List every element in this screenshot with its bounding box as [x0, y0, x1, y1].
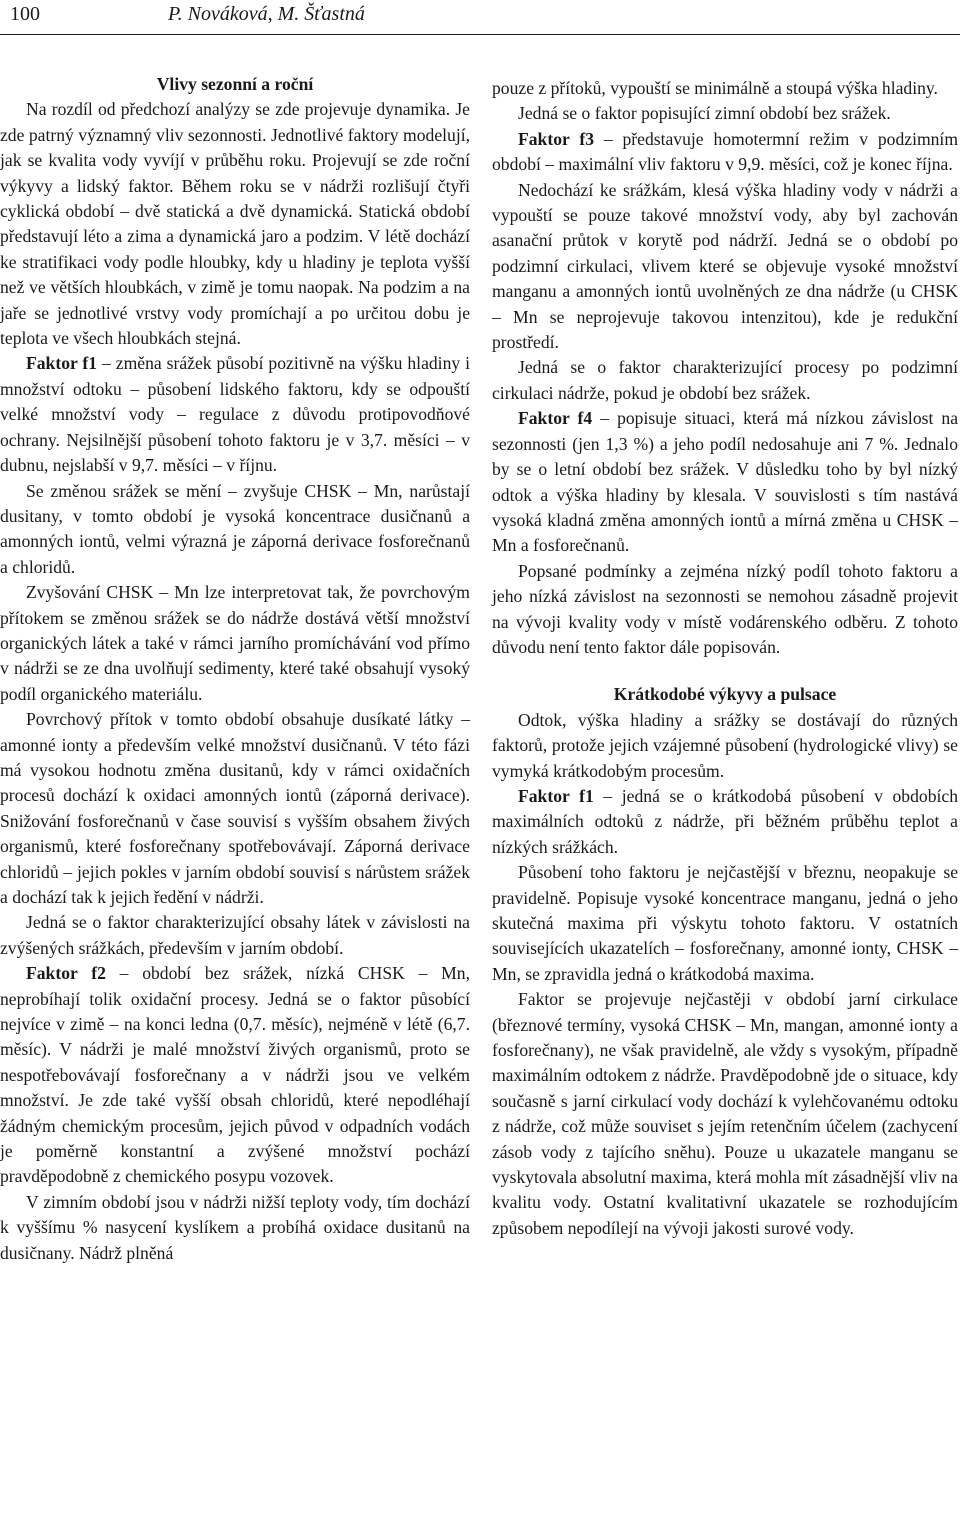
paragraph-text: Se změnou srážek se mění – zvyšuje CHSK – Mn, narůstají dusitany, v tomto období je vysoká koncentrace dusičnanů a amonných iontů, velmi výrazná je záporná derivace fosforečnanů a chloridů.	[0, 480, 470, 577]
right-paragraphs-bottom	[492, 708, 958, 1242]
paragraph-text: – představuje homotermní režim v podzimním období – maximální vliv faktoru v 9,9. měsíci, což je konec října.	[492, 128, 959, 175]
paragraph	[492, 127, 958, 178]
paragraph	[492, 708, 958, 784]
paragraph-text: – jedná se o krátkodobá působení v obdobích maximálních odtoků z nádrže, při běžném průběhu teplot a nízkých srážkách.	[492, 785, 958, 857]
left-column	[0, 72, 470, 1266]
paragraph-text: Jedná se o faktor charakterizující obsahy látek v závislosti na zvýšených srážkách, především v jarním období.	[0, 912, 470, 958]
paragraph	[492, 860, 958, 987]
section-heading: Krátkodobé výkyvy a pulsace	[613, 684, 837, 705]
paragraph	[0, 707, 470, 910]
paragraph	[0, 961, 470, 1190]
page-header	[0, 0, 960, 36]
right-column	[492, 76, 958, 1241]
paragraph-text: Faktor se projevuje nejčastěji v období jarní cirkulace (březnové termíny, vysoká CHSK – Mn, mangan, amonné ionty a fosforečnany), ne však pravidelně, ale vždy s vysokým, případně maximálním odtokem z nádrže. Pravděpodobně jde o situace, kdy současně s jarní cirkulací vody dochází k vylehčovanému odtoku z nádrže, což může souviset s jejím retenčním účelem (zachycení zásob vody z tajícího sněhu). Pouze u ukazatele manganu se vyskytovala absolutní maxima, která mohla mít zásadnější vliv na kvalitu vody. Ostatní kvalitativní ukazatele se rozhodujícím způsobem nepodílejí na vývoji jakosti surové vody.	[492, 989, 958, 1238]
paragraph-text: V zimním období jsou v nádrži nižší teploty vody, tím dochází k vyššímu % nasycení kyslíkem a probíhá oxidace dusitanů na dusičnany. Nádrž plněná	[0, 1191, 470, 1263]
factor-label: Faktor f4	[518, 408, 593, 429]
paragraph	[492, 559, 958, 661]
paragraph-text: – popisuje situaci, která má nízkou závislost na sezonnosti (jen 1,3 %) a jeho podíl nedosahuje ani 7 %. Jednalo by se o letní období bez srážek. V důsledku toho by byl nízký odtok a výška hladiny by klesala. V souvislosti s tím nastává vysoká kladná změna amonných iontů a mírná změna u CHSK – Mn a fosforečnanů.	[492, 408, 958, 556]
paragraph-text: Nedochází ke srážkám, klesá výška hladiny vody v nádrži a vypouští se pouze takové množství vody, aby byl zachován asanační průtok v korytě pod nádrží. Jedná se o období po podzimní cirkulaci, vlivem které se objevuje vysoké množství manganu a amonných iontů uvolněných ze dna nádrže (u CHSK – Mn se neprojevuje takovou intenzitou), kde je redukční prostředí.	[492, 179, 958, 353]
paragraph-text: Zvyšování CHSK – Mn lze interpretovat tak, že povrchovým přítokem se změnou srážek se do nádrže dostává větší množství organických látek a také v rámci jarního promíchávání vod přímo v nádrži se ze dna uvolňují sedimenty, které také obsahují vysoký podíl organického materiálu.	[0, 582, 470, 704]
paragraph	[0, 479, 470, 581]
left-paragraphs	[0, 97, 470, 1266]
paragraph-text: pouze z přítoků, vypouští se minimálně a stoupá výška hladiny.	[492, 78, 938, 98]
paragraph	[492, 76, 958, 101]
paragraph-text: Působení toho faktoru je nejčastější v březnu, neopakuje se pravidelně. Popisuje vysoké koncentrace manganu, jedná o jeho skutečná maxima při výskytu tohoto faktoru. V ostatních souvisejících ukazatelích – fosforečnany, amonné ionty, CHSK – Mn, se zpravidla jedná o krátkodobá maxima.	[492, 862, 958, 984]
paragraph-text: – změna srážek působí pozitivně na výšku hladiny i množství odtoku – působení lidského faktoru, kdy se odpouští velké množství vody – regulace z důvodu protipovodňové ochrany. Nejsilnější působení tohoto faktoru je v 3,7. měsíci – v dubnu, nejslabší v 9,7. měsíci – v říjnu.	[0, 353, 470, 476]
paragraph-text: Odtok, výška hladiny a srážky se dostávají do různých faktorů, protože jejich vzájemné působení (hydrologické vlivy) se vymyká krátkodobým procesům.	[492, 709, 958, 781]
section-heading: Vlivy sezonní a roční	[156, 74, 314, 94]
page-number: 100	[10, 3, 40, 25]
paragraph	[492, 987, 958, 1241]
factor-label: Faktor f1	[26, 353, 98, 374]
paragraph	[492, 784, 958, 860]
header-rule	[0, 34, 960, 35]
paragraph	[492, 101, 958, 126]
paragraph	[0, 97, 470, 351]
paragraph	[492, 355, 958, 406]
paragraph-text: Popsané podmínky a zejména nízký podíl tohoto faktoru a jeho nízká závislost na sezonnosti se nemohou zásadně projevit na vývoji kvality vody v místě vodárenského odběru. Z tohoto důvodu není tento faktor dále popisován.	[492, 560, 958, 657]
paragraph	[492, 406, 958, 558]
paragraph-text: – období bez srážek, nízká CHSK – Mn, neprobíhají tolik oxidační procesy. Jedná se o faktor působící nejvíce v zimě – na konci ledna (0,7. měsíc), nejméně v létě (6,7. měsíc). V nádrži je malé množství živých organismů, proto se nespotřebovávají fosforečnany a v nádrži jsou ve velkém množství. Je zde také vyšší obsah chloridů, které nepodléhají žádným chemickým procesům, jejich původ v odpadních vodách je poměrně konstantní a zvýšené množství pochází pravděpodobně z chemického posypu vozovek.	[0, 963, 470, 1187]
running-head: P. Nováková, M. Šťastná	[168, 3, 365, 25]
paragraph	[492, 178, 958, 356]
factor-label: Faktor f1	[518, 785, 594, 806]
paragraph	[0, 580, 470, 707]
factor-label: Faktor f3	[518, 128, 594, 149]
paragraph-text: Na rozdíl od předchozí analýzy se zde projevuje dynamika. Je zde patrný významný vliv sezonnosti. Jednotlivé faktory modelují, jak se kvalita vody vyvíjí v průběhu roku. Projevují se zde roční výkyvy a lidský faktor. Během roku se v nádrži rozlišují čtyři cyklická období – dvě statická a dvě dynamická. Statická období představují léto a zima a dynamická jaro a podzim. V létě dochází ke stratifikaci vody podle hloubky, kdy u hladiny je teplota vyšší než ve větších hloubkách, v zimě je tomu naopak. Na podzim a na jaře se jednotlivé vrstvy vody promíchají a po určitou dobu je teplota ve všech hloubkách stejná.	[0, 99, 470, 349]
paragraph-text: Povrchový přítok v tomto období obsahuje dusíkaté látky – amonné ionty a především velké množství dusičnanů. V této fázi má vysokou hodnotu změna dusitanů, kdy v rámci oxidačních procesů dochází k oxidaci amonných iontů (záporná derivace). Snižování fosforečnanů v čase souvisí s vyšším obsahem živých organismů, které fosforečnany spotřebovávají. Záporná derivace chloridů – jejich pokles v jarním období souvisí s nárůstem srážek a dochází tak k jejich ředění v nádrži.	[0, 709, 470, 907]
paragraph	[0, 1190, 470, 1266]
paragraph	[0, 910, 470, 961]
paragraph	[0, 351, 470, 478]
paragraph-text: Jedná se o faktor popisující zimní období bez srážek.	[518, 103, 891, 124]
paragraph-text: Jedná se o faktor charakterizující procesy po podzimní cirkulaci nádrže, pokud je období bez srážek.	[492, 357, 958, 403]
right-paragraphs-top	[492, 76, 958, 660]
factor-label: Faktor f2	[26, 963, 106, 984]
